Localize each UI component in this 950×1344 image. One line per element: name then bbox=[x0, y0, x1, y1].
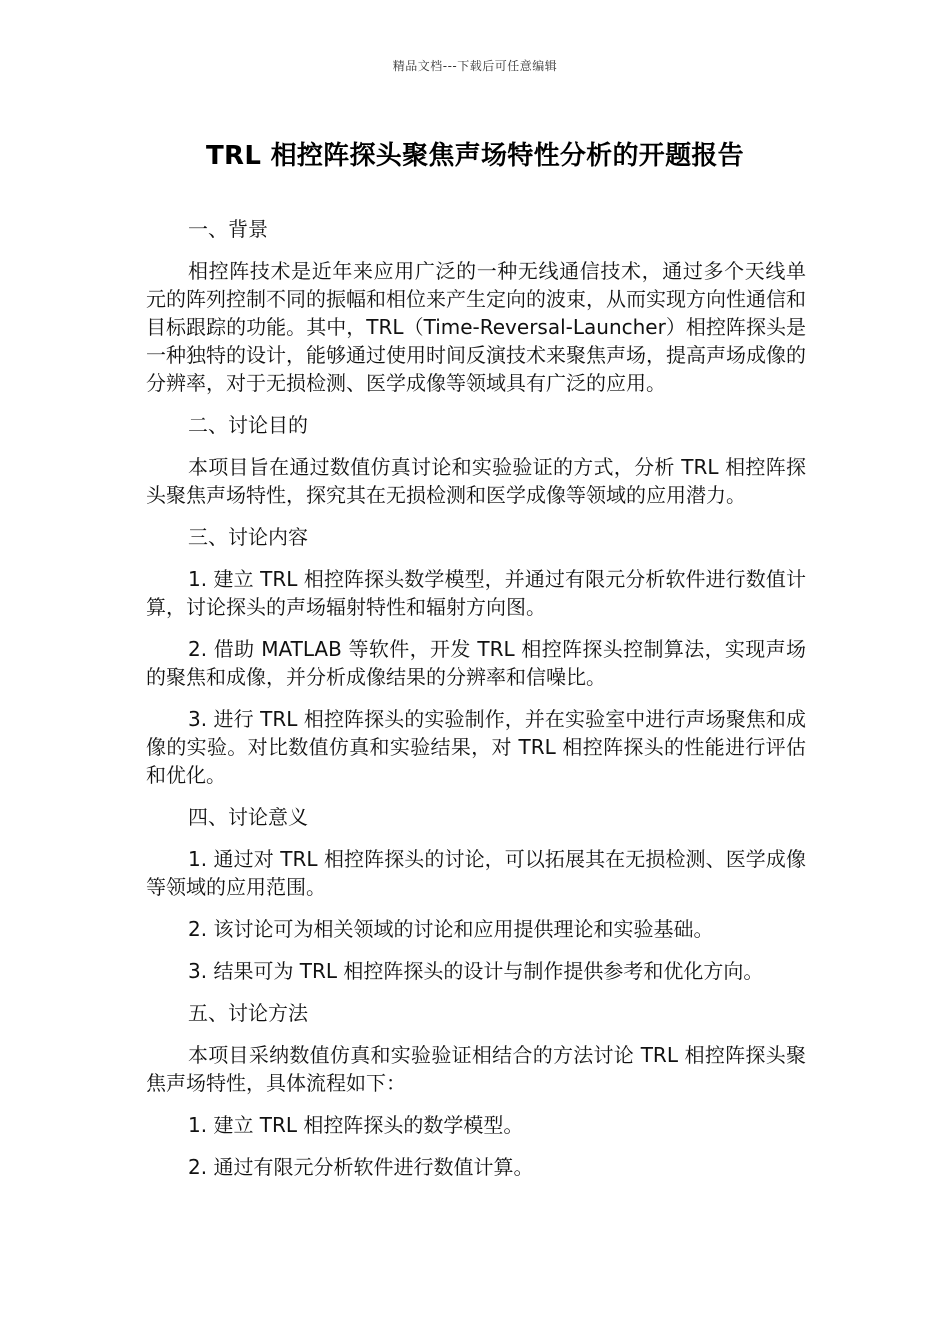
significance-item: 3. 结果可为 TRL 相控阵探头的设计与制作提供参考和优化方向。 bbox=[188, 959, 764, 983]
section-heading-content: 三、讨论内容 bbox=[188, 525, 308, 549]
section-heading-significance: 四、讨论意义 bbox=[188, 805, 308, 829]
document-title: TRL 相控阵探头聚焦声场特性分析的开题报告 bbox=[206, 141, 744, 171]
content-item: 1. 建立 TRL 相控阵探头数学模型，并通过有限元分析软件进行数值计算，讨论探头的声场辐射特性和辐射方向图。 bbox=[146, 567, 806, 619]
method-item: 2. 通过有限元分析软件进行数值计算。 bbox=[188, 1155, 534, 1179]
method-paragraph: 本项目采纳数值仿真和实验验证相结合的方法讨论 TRL 相控阵探头聚焦声场特性，具体流程如下： bbox=[146, 1043, 806, 1095]
method-item: 1. 建立 TRL 相控阵探头的数学模型。 bbox=[188, 1113, 524, 1137]
content-item: 2. 借助 MATLAB 等软件，开发 TRL 相控阵探头控制算法，实现声场的聚焦和成像，并分析成像结果的分辨率和信噪比。 bbox=[146, 637, 806, 689]
background-paragraph: 相控阵技术是近年来应用广泛的一种无线通信技术，通过多个天线单元的阵列控制不同的振幅和相位来产生定向的波束，从而实现方向性通信和目标跟踪的功能。其中，TRL（Time-Reversal-Launcher）相控阵探头是一种独特的设计，能够通过使用时间反演技术来聚焦声场，提高声场成像的分辨率，对于无损检测、医学成像等领域具有广泛的应用。 bbox=[146, 259, 806, 395]
section-heading-background: 一、背景 bbox=[188, 217, 268, 241]
section-heading-purpose: 二、讨论目的 bbox=[188, 413, 308, 437]
content-item: 3. 进行 TRL 相控阵探头的实验制作，并在实验室中进行声场聚焦和成像的实验。对比数值仿真和实验结果，对 TRL 相控阵探头的性能进行评估和优化。 bbox=[146, 707, 806, 787]
document-body bbox=[146, 215, 806, 1195]
significance-item: 1. 通过对 TRL 相控阵探头的讨论，可以拓展其在无损检测、医学成像等领域的应用范围。 bbox=[146, 847, 806, 899]
header-note: 精品文档---下载后可任意编辑 bbox=[392, 59, 558, 73]
purpose-paragraph: 本项目旨在通过数值仿真讨论和实验验证的方式，分析 TRL 相控阵探头聚焦声场特性，探究其在无损检测和医学成像等领域的应用潜力。 bbox=[146, 455, 806, 507]
section-heading-method: 五、讨论方法 bbox=[188, 1001, 308, 1025]
significance-item: 2. 该讨论可为相关领域的讨论和应用提供理论和实验基础。 bbox=[188, 917, 714, 941]
